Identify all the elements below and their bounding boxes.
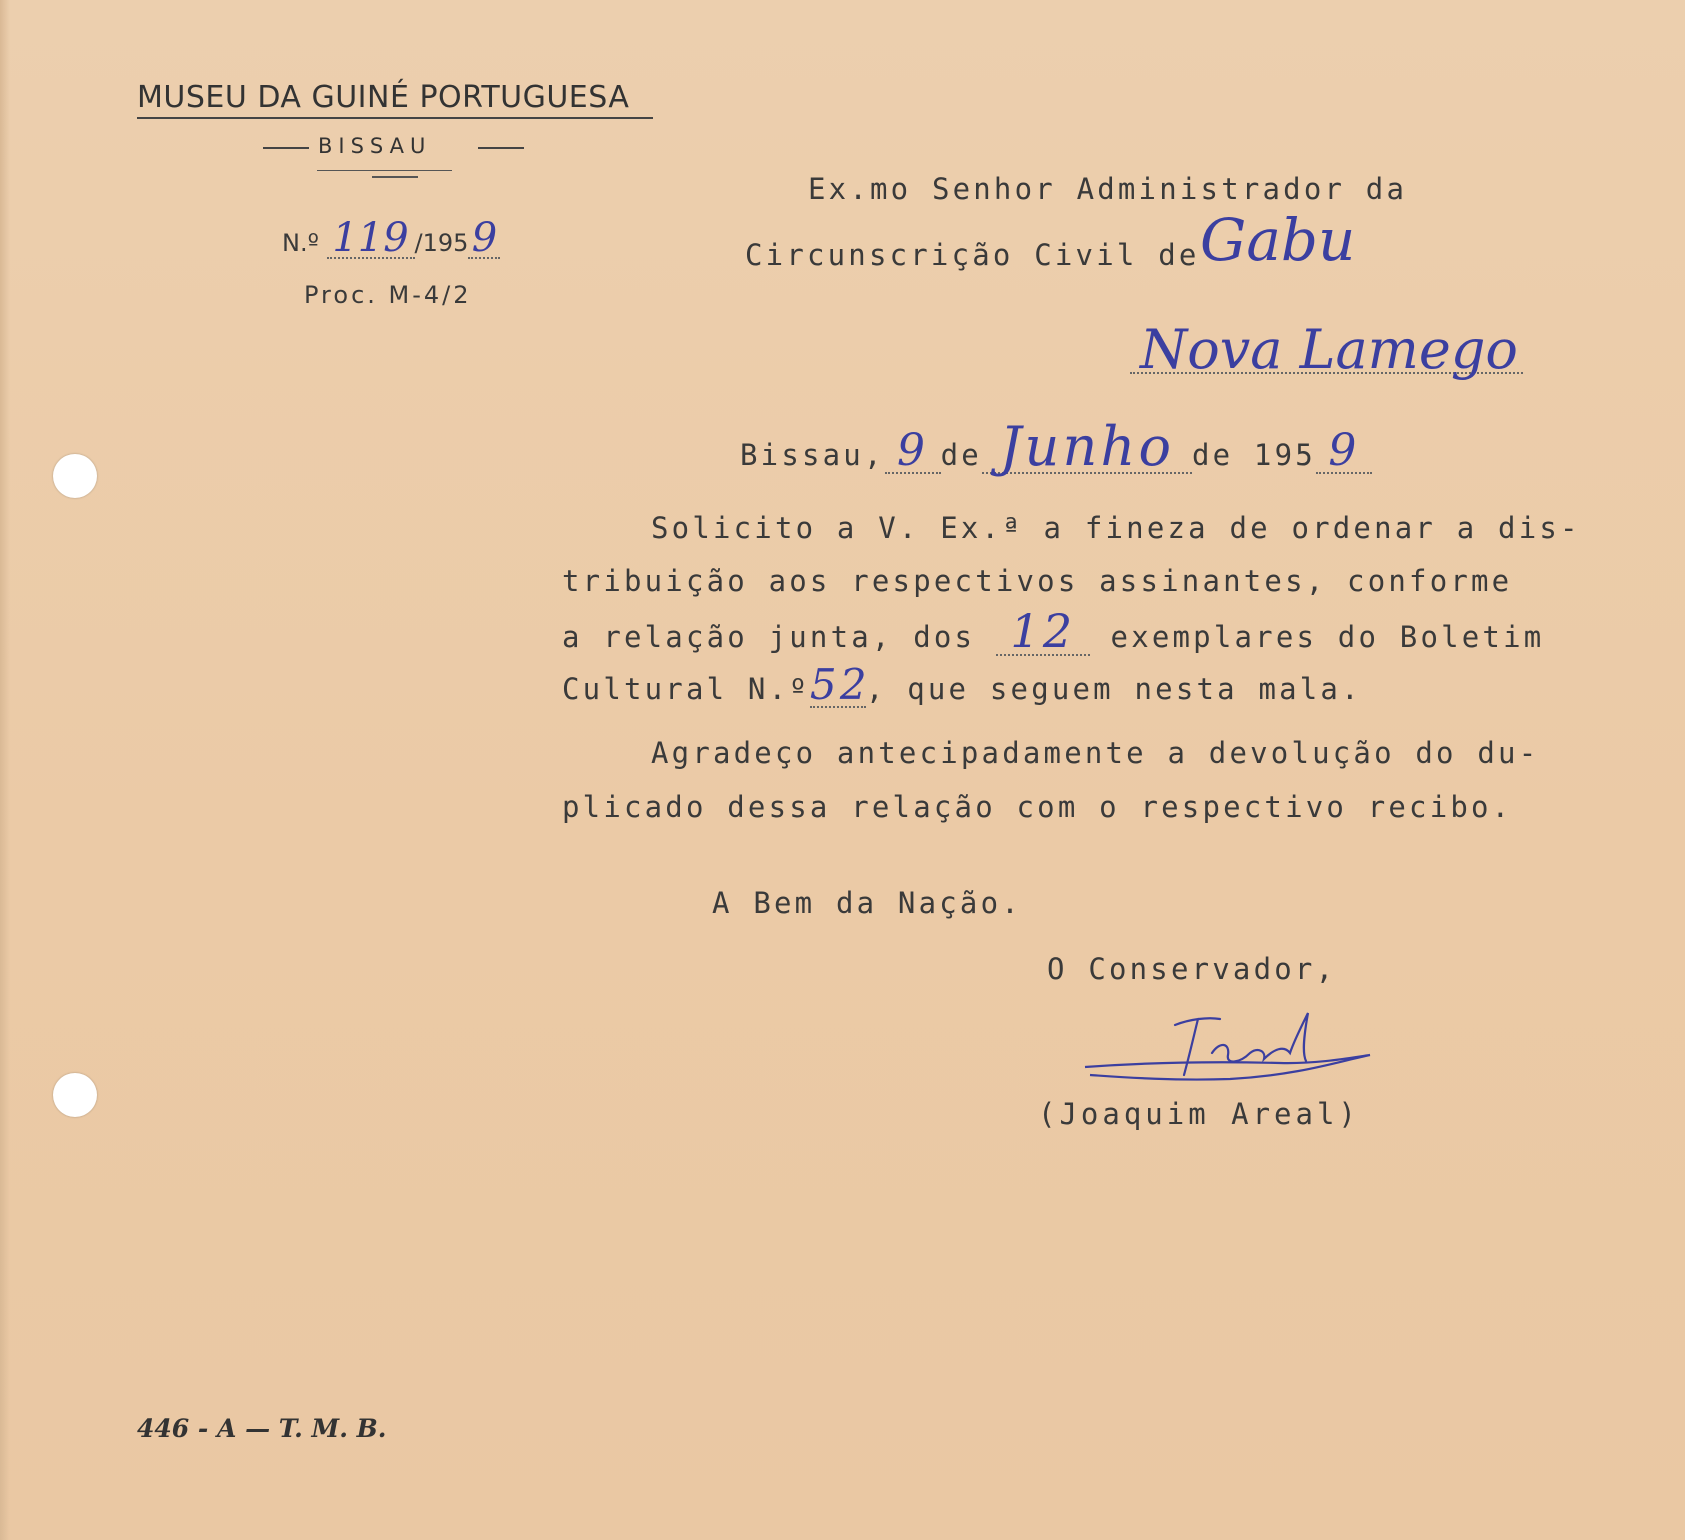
number-slash: / [414,229,423,257]
body-p2-line-2: plicado dessa relação com o respectivo recibo. [562,790,1513,824]
date-year-handwritten: 9 [1328,425,1360,476]
number-field [327,215,415,261]
paper-edge-shadow [0,0,10,1540]
year-field [468,215,500,261]
date-day-field [885,425,941,476]
body-p1-line-3 [562,604,1545,658]
city-underline [317,170,452,171]
date-month-handwritten: Junho [999,415,1175,478]
body-p1-line-1: Solicito a V. Ex.ª a fineza de ordenar a dis- [651,511,1581,545]
body-p1-line-4-b: , que seguem nesta mala. [865,672,1362,706]
number-label: N.º [282,229,319,257]
body-p1-line-3-b: exemplares do Boletim [1110,620,1545,654]
date-day-handwritten: 9 [897,425,929,476]
copies-handwritten: 12 [1010,604,1076,658]
body-p1-line-4-a: Cultural N.º [562,672,810,706]
reference-number [282,215,500,261]
process-reference: Proc. M-4/2 [304,281,472,309]
issue-handwritten: 52 [809,660,870,709]
date-line [740,415,1372,478]
institution-name: MUSEU DA GUINÉ PORTUGUESA [137,80,630,115]
letterhead-underline [137,117,653,119]
addressee-line-2: Circunscrição Civil de [745,238,1200,272]
city-dash-left [263,147,309,149]
issue-field [809,660,870,709]
institution-city: BISSAU [318,134,432,158]
date-de-2: de 195 [1191,438,1316,472]
addressee-handwritten-nova-lamego: Nova Lamego [1140,318,1518,381]
closing-salutation: A Bem da Nação. [712,886,1022,920]
signer-role: O Conservador, [1047,952,1337,986]
addressee-line-1: Ex.mo Senhor Administrador da [808,172,1408,206]
copies-field [996,604,1090,658]
form-code: 446 - A — T. M. B. [137,1414,387,1443]
year-prefix: 195 [422,229,469,257]
signer-name: (Joaquim Areal) [1038,1097,1360,1131]
year-handwritten: 9 [471,215,498,261]
date-de-1: de [940,438,982,472]
punch-hole-bottom [53,1073,97,1117]
city-dash-right [478,147,524,149]
number-handwritten: 119 [332,215,409,261]
body-p2-line-1: Agradeço antecipadamente a devolução do du- [651,736,1540,770]
body-p1-line-2: tribuição aos respectivos assinantes, conforme [562,564,1513,598]
body-p1-line-3-a: a relação junta, dos [562,620,976,654]
date-year-field [1316,425,1372,476]
date-month-field [982,415,1192,478]
body-p1-line-4 [562,660,1362,709]
city-underline-short [372,176,418,178]
addressee-handwritten-gabu: Gabu [1200,206,1356,274]
date-place: Bissau, [740,438,885,472]
punch-hole-top [53,454,97,498]
